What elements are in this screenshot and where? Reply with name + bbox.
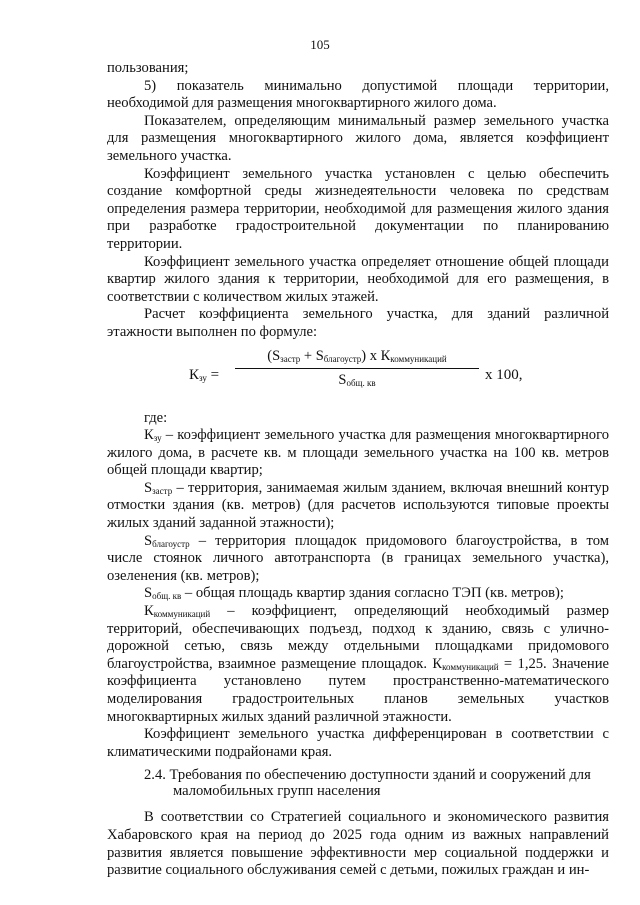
section-heading-line1: 2.4. Требования по обеспечению доступности зданий и сооружений для <box>144 767 591 784</box>
formula-fraction <box>235 348 479 390</box>
document-body <box>107 60 609 880</box>
paragraph: Расчет коэффициента земельного участка, для зданий различной этажности выполнен по формуле: <box>107 306 609 340</box>
section-heading <box>107 767 609 799</box>
paragraph: Коэффициент земельного участка установлен с целью обеспечить создание комфортной среды жизнедеятельности человека по средствам определения размера территории, необходимой для размещения жилого здания при разработке градостроительной документации по планированию территории. <box>107 165 609 252</box>
paragraph: В соответствии со Стратегией социального и экономического развития Хабаровского края на период до 2025 года одним из важных направлений развития является повышение эффективности мер социальной поддержки и развитие социального обслуживания семей с детьми, пожилых граждан и ин- <box>107 809 609 879</box>
definition-k-kommunikacij: $К_{коммуникаций}$ – коэффициент, определяющий необходимый размер территорий, обеспечивающих подъезд, подход к зданию, связь с улично-дорожной сетью, связь между отдельными площадками придомового благоустройства, взаимное размещение площадок. $К_{коммуникаций} = 1,25$. Значение коэффициента установлено путем пространственно-математического моделирования градостроительных планов земельных участков многоквартирных жилых зданий различной этажности. <box>107 603 609 725</box>
definition-s-zastr: $S_{застр}$ – территория, занимаемая жилым зданием, включая внешний контур отмостки здания (кв. метров) (для расчетов используются типовые проекты жилых зданий заданной этажности); <box>107 479 609 532</box>
formula-numerator: $(S_{застр} + S_{благоустр})$ х $К_{коммуникаций}$ <box>235 348 479 370</box>
formula <box>107 346 609 404</box>
paragraph: 5) показатель минимально допустимой площади территории, необходимой для размещения многоквартирного жилого дома. <box>107 77 609 112</box>
definition-s-obsh-kv: $S_{общ. кв}$ – общая площадь квартир здания согласно ТЭП (кв. метров); <box>144 585 564 602</box>
paragraph: Показателем, определяющим минимальный размер земельного участка для размещения многоквартирного жилого дома, является коэффициент земельного участка. <box>107 112 609 164</box>
section-heading-line2: маломобильных групп населения <box>173 783 381 800</box>
paragraph: Коэффициент земельного участка дифференцирован в соответствии с климатическими подрайонами края. <box>107 726 609 760</box>
page-number: 105 <box>310 37 330 52</box>
definition-k-zu: $К_{зу}$ – коэффициент земельного участка для размещения многоквартирного жилого дома, в расчете кв. м площади земельного участка на 100 кв. метров общей площади квартир; <box>107 427 609 479</box>
definition-s-blagoustr: $S_{благоустр}$ – территория площадок придомового благоустройства, в том числе стоянок личного автотранспорта (в границах земельного участка), озеленения (кв. метров); <box>107 532 609 584</box>
formula-lhs: $К_{зу}$ = <box>189 366 220 383</box>
paragraph: Коэффициент земельного участка определяет отношение общей площади квартир жилого здания к территории, необходимой для его размещения, в соответствии с количеством жилых этажей. <box>107 253 609 305</box>
paragraph-where: где: <box>144 409 168 426</box>
formula-rhs: х 100, <box>485 366 523 383</box>
paragraph: пользования; <box>107 60 189 76</box>
formula-denominator: $S_{общ. кв}$ <box>338 372 376 389</box>
